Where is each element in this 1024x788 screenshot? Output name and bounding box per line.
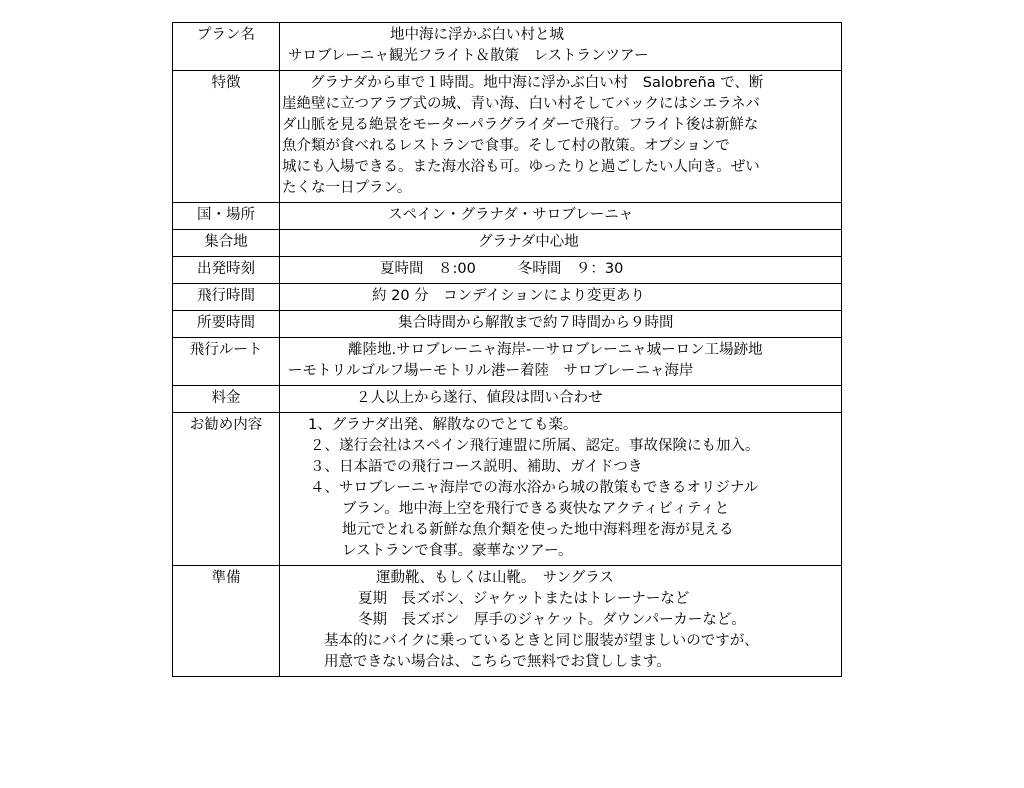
features-line: グラナダから車で１時間。地中海に浮かぶ白い村 Salobreña で、断: [310, 75, 764, 91]
label-preparation: 準備: [173, 566, 280, 677]
row-departure: [173, 257, 842, 284]
preparation-line: 夏期 長ズボン、ジャケットまたはトレーナーなど: [358, 591, 690, 607]
label-departure: 出発時刻: [173, 257, 280, 284]
row-total-time: [173, 311, 842, 338]
recommend-line: レストランで食事。豪華なツアー。: [342, 543, 573, 559]
features-line: ダ山脈を見る絶景をモーターパラグライダーで飛行。フライト後は新鮮な: [282, 117, 759, 133]
route-line: ーモトリルゴルフ場ーモトリル港ー着陸 サロブレーニャ海岸: [288, 363, 694, 379]
recommend-line: 1、グラナダ出発、解散なのでとても楽。: [308, 417, 578, 433]
preparation-line: 運動靴、もしくは山靴。 サングラス: [376, 570, 614, 586]
recommend-line: 地元でとれる新鮮な魚介類を使った地中海料理を海が見える: [342, 522, 734, 538]
value-features: [280, 71, 842, 203]
value-fee: ２人以上から遂行、値段は問い合わせ: [280, 386, 842, 413]
recommend-line: ブラン。地中海上空を飛行できる爽快なアクティビィティと: [342, 501, 730, 517]
row-fee: [173, 386, 842, 413]
value-preparation: [280, 566, 842, 677]
value-recommend: [280, 413, 842, 566]
label-route: 飛行ルート: [173, 338, 280, 386]
row-route: [173, 338, 842, 386]
features-line: たくな一日プラン。: [282, 180, 412, 196]
label-features: 特徴: [173, 71, 280, 203]
preparation-line: 基本的にバイクに乗っているときと同じ服装が望ましいのですが、: [324, 633, 759, 649]
preparation-line: 用意できない場合は、こちらで無料でお貸しします。: [324, 654, 671, 670]
value-country: スペイン・グラナダ・サロブレーニャ: [280, 203, 842, 230]
value-flight-time: 約 20 分 コンデイションにより変更あり: [280, 284, 842, 311]
features-line: 城にも入場できる。また海水浴も可。ゆったりと過ごしたい人向き。ぜい: [282, 159, 760, 175]
row-meeting: [173, 230, 842, 257]
label-country: 国・場所: [173, 203, 280, 230]
plan-table: [172, 22, 842, 677]
plan-name-line: サロブレーニャ観光フライト＆散策 レストランツアー: [288, 48, 649, 64]
row-country: [173, 203, 842, 230]
label-meeting: 集合地: [173, 230, 280, 257]
label-flight-time: 飛行時間: [173, 284, 280, 311]
value-meeting: グラナダ中心地: [280, 230, 842, 257]
route-line: 離陸地.サロブレーニャ海岸-－サロブレーニャ城ーロン工場跡地: [348, 342, 763, 358]
recommend-line: ３、日本語での飛行コース説明、補助、ガイドつき: [310, 459, 643, 475]
features-line: 魚介類が食べれるレストランで食事。そして村の散策。オプションで: [282, 138, 730, 154]
value-departure: [280, 257, 842, 284]
value-total-time: 集合時間から解散まで約７時間から９時間: [280, 311, 842, 338]
value-plan-name: [280, 23, 842, 71]
features-line: 崖絶壁に立つアラブ式の城、青い海、白い村そしてバックにはシエラネバ: [282, 96, 760, 112]
row-recommend: [173, 413, 842, 566]
row-plan-name: [173, 23, 842, 71]
label-recommend: お勧め内容: [173, 413, 280, 566]
row-flight-time: [173, 284, 842, 311]
recommend-line: ２、遂行会社はスペイン飛行連盟に所属、認定。事故保険にも加入。: [310, 438, 760, 454]
preparation-line: 冬期 長ズボン 厚手のジャケット。ダウンパーカーなど。: [358, 612, 746, 628]
recommend-line: ４、サロブレーニャ海岸での海水浴から城の散策もできるオリジナル: [310, 480, 759, 496]
row-features: [173, 71, 842, 203]
plan-name-line: 地中海に浮かぶ白い村と城: [390, 27, 564, 43]
departure-winter: 冬時間 ９：30: [517, 261, 624, 277]
label-total-time: 所要時間: [173, 311, 280, 338]
row-preparation: [173, 566, 842, 677]
value-route: [280, 338, 842, 386]
label-plan-name: プラン名: [173, 23, 280, 71]
departure-summer: 夏時間 ８:00: [380, 261, 476, 277]
label-fee: 料金: [173, 386, 280, 413]
